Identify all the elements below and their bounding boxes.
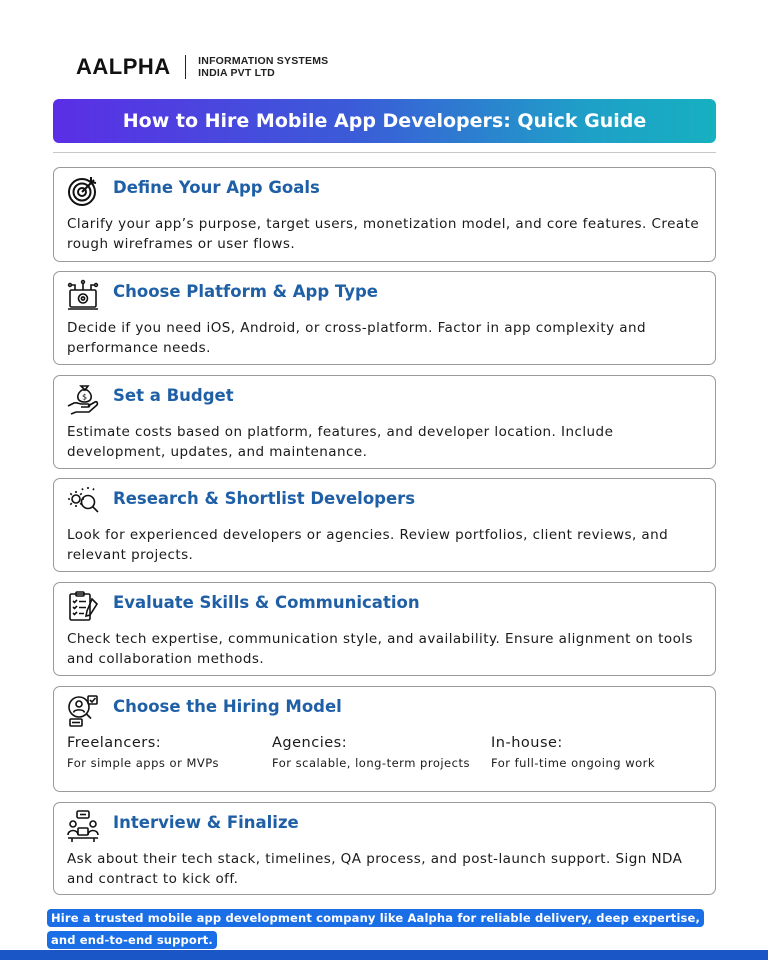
step-card-platform xyxy=(53,271,716,365)
step-title: Set a Budget xyxy=(113,386,234,405)
brand-tagline xyxy=(198,55,328,79)
brand-tagline-line1: INFORMATION SYSTEMS xyxy=(198,55,329,67)
footer-note xyxy=(47,907,721,951)
title-banner xyxy=(53,99,716,143)
option-label: Freelancers: xyxy=(67,735,162,751)
platform-icon xyxy=(66,278,100,312)
checklist-icon xyxy=(66,589,100,623)
step-title: Define Your App Goals xyxy=(113,178,320,197)
step-title: Choose Platform & App Type xyxy=(113,282,378,301)
step-title: Interview & Finalize xyxy=(113,813,299,832)
option-text: For full-time ongoing work xyxy=(491,756,656,770)
divider xyxy=(53,152,716,153)
step-description: Clarify your app’s purpose, target users, monetization model, and core features. Create rough wireframes or user flows. xyxy=(67,216,700,252)
option-freelancers xyxy=(67,733,263,772)
step-card-define-goals xyxy=(53,167,716,262)
step-card-evaluate xyxy=(53,582,716,676)
step-description: Ask about their tech stack, timelines, QA process, and post-launch support. Sign NDA and contract to kick off. xyxy=(67,851,683,887)
option-agencies xyxy=(272,733,472,772)
option-text: For simple apps or MVPs xyxy=(67,756,219,770)
logo-divider xyxy=(185,55,187,79)
brand-logo xyxy=(76,52,328,82)
step-card-budget xyxy=(53,375,716,469)
svg-text:$: $ xyxy=(82,392,88,402)
gear-search-icon xyxy=(66,485,100,519)
footer-note-text: Hire a trusted mobile app development company like Aalpha for reliable delivery, deep expertise, and end-to-end support. xyxy=(47,909,704,949)
brand-tagline-line2: INDIA PVT LTD xyxy=(198,67,275,79)
step-card-research xyxy=(53,478,716,572)
step-card-hiring-model xyxy=(53,686,716,792)
step-title: Evaluate Skills & Communication xyxy=(113,593,420,612)
option-label: In-house: xyxy=(491,735,563,751)
money-bag-hand-icon xyxy=(66,382,100,416)
brand-name: AALPHA xyxy=(76,54,171,79)
step-title: Choose the Hiring Model xyxy=(113,697,342,716)
step-description: Decide if you need iOS, Android, or cross-platform. Factor in app complexity and performance needs. xyxy=(67,320,647,356)
option-in-house xyxy=(491,733,705,772)
step-description: Estimate costs based on platform, features, and developer location. Include development, updates, and maintenance. xyxy=(67,424,614,460)
step-description: Look for experienced developers or agencies. Review portfolios, client reviews, and relevant projects. xyxy=(67,527,669,563)
option-text: For scalable, long-term projects xyxy=(272,756,470,770)
candidate-search-icon xyxy=(66,693,100,727)
target-icon xyxy=(66,174,100,208)
interview-icon xyxy=(66,809,100,843)
page-title: How to Hire Mobile App Developers: Quick Guide xyxy=(122,110,647,132)
step-description: Check tech expertise, communication style, and availability. Ensure alignment on tools and collaboration methods. xyxy=(67,631,693,667)
bottom-bar xyxy=(0,950,768,960)
step-card-interview xyxy=(53,802,716,895)
option-label: Agencies: xyxy=(272,735,348,751)
step-title: Research & Shortlist Developers xyxy=(113,489,416,508)
